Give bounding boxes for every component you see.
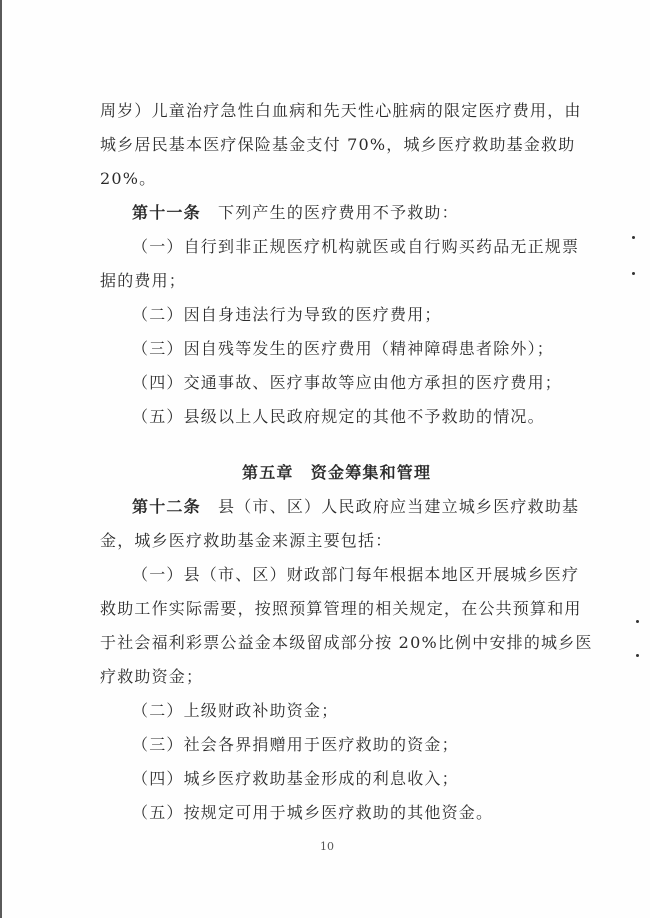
text-line: （四）交通事故、医疗事故等应由他方承担的医疗费用； bbox=[132, 373, 563, 392]
article-text: 县（市、区）人民政府应当建立城乡医疗救助基 bbox=[218, 497, 580, 516]
article-label: 第十二条 bbox=[132, 497, 201, 516]
scan-speck bbox=[636, 620, 639, 623]
scan-speck bbox=[632, 272, 635, 275]
text-line: 周岁）儿童治疗急性白血病和先天性心脏病的限定医疗费用，由 bbox=[100, 101, 582, 120]
page-number: 10 bbox=[320, 840, 334, 853]
text-line: （二）因自身违法行为导致的医疗费用； bbox=[132, 305, 442, 324]
scan-speck bbox=[632, 236, 635, 239]
text-line: （二）上级财政补助资金； bbox=[132, 701, 339, 720]
scan-speck bbox=[636, 654, 639, 657]
article-11 bbox=[132, 202, 459, 224]
text-line: 救助工作实际需要，按照预算管理的相关规定，在公共预算和用 bbox=[100, 599, 582, 618]
article-label: 第十一条 bbox=[132, 203, 201, 222]
text-line: 据的费用； bbox=[100, 271, 187, 290]
text-line: （四）城乡医疗救助基金形成的利息收入； bbox=[132, 769, 459, 788]
text-line: 城乡居民基本医疗保险基金支付 70%，城乡医疗救助基金救助 bbox=[100, 135, 576, 154]
text-line: （三）因自残等发生的医疗费用（精神障碍患者除外）； bbox=[132, 339, 555, 358]
article-text: 下列产生的医疗费用不予救助： bbox=[218, 203, 459, 222]
chapter-title: 第五章 资金筹集和管理 bbox=[242, 463, 432, 482]
text-line: 金，城乡医疗救助基金来源主要包括： bbox=[100, 531, 393, 550]
article-12 bbox=[132, 496, 579, 518]
text-line: （一）自行到非正规医疗机构就医或自行购买药品无正规票 bbox=[132, 237, 580, 256]
text-line: （三）社会各界捐赠用于医疗救助的资金； bbox=[132, 735, 459, 754]
text-line: （五）县级以上人民政府规定的其他不予救助的情况。 bbox=[132, 407, 545, 426]
text-line: （一）县（市、区）财政部门每年根据本地区开展城乡医疗 bbox=[132, 565, 580, 584]
text-line: 于社会福利彩票公益金本级留成部分按 20%比例中安排的城乡医 bbox=[100, 633, 593, 652]
text-line: 20%。 bbox=[100, 169, 157, 188]
text-line: （五）按规定可用于城乡医疗救助的其他资金。 bbox=[132, 803, 494, 822]
text-line: 疗救助资金； bbox=[100, 667, 204, 686]
